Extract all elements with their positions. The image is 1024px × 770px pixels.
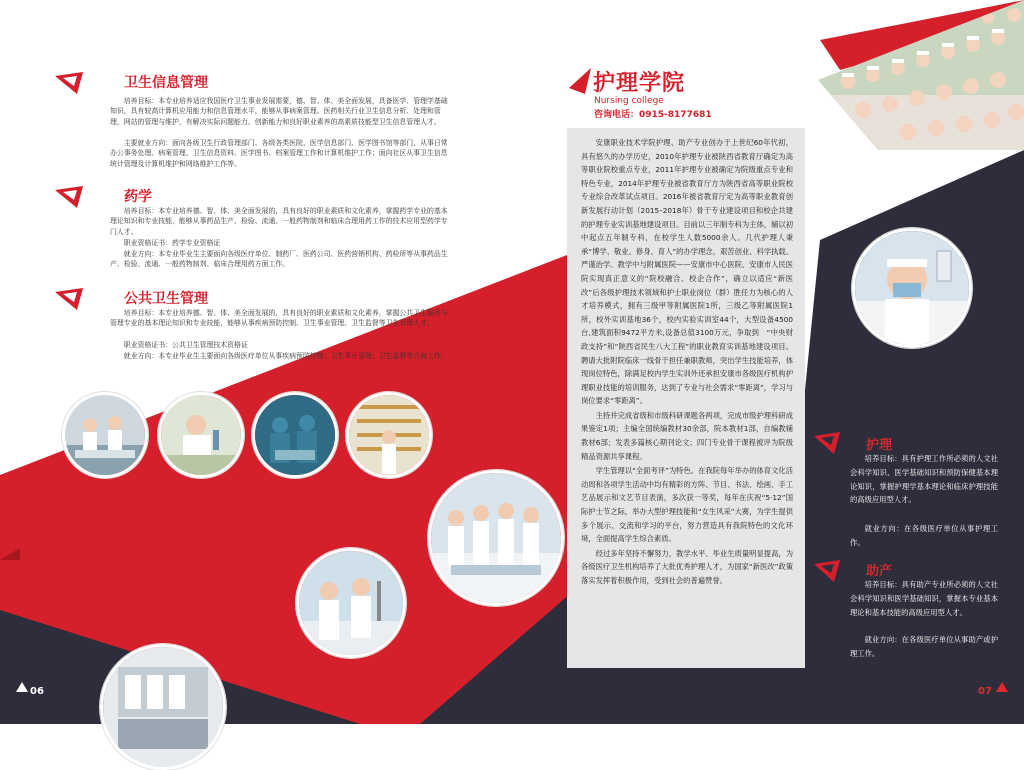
section-paragraph: 培养目标：本专业培养适应我国医疗卫生事业发展需要，德、智、体、美全面发展，具备医学、管理学基础知识，具有较高计算机应用能力和信息管理水平，能够从事病案管理、医药相关行业卫生信息分析、处理和管理，网站的管理与维护，有解决实际问题能力、创新能力和良好职业素养的高素质技能型卫生信息管理人才。: [110, 97, 448, 126]
section-paragraph: 培养目标：本专业培养德、智、体、美全面发展的，具有良好的职业素质和文化素养，掌握公共卫生服务与管理专业的基本理论知识和专业技能，能够从事疾病预防控制、卫生事业管理、卫生监督等卫生管理人才。: [110, 309, 448, 328]
section-title-public-health: 公共卫生管理: [124, 291, 208, 307]
section-paragraph: 职业资格证书：药学专业资格证: [123, 239, 221, 247]
photo-pharmacy: [346, 392, 432, 478]
section-paragraph: 就业方向：本专业毕业生主要面向各级医疗单位、制药厂、医药公司、医药营销机构、药检所等从事药品生产、检验、流通、一般药物制剂、临床合理用药方面工作。: [110, 250, 448, 269]
photo-nurse-iv: [852, 228, 972, 348]
photo-equipment: [100, 644, 226, 770]
photo-surgery: [252, 392, 338, 478]
section-title-pharmacy: 药学: [124, 189, 152, 205]
major-paragraph: 就业方向：在各级医疗单位从事助产或护理工作。: [850, 635, 998, 658]
major-icon-midwifery: [814, 560, 850, 582]
page-num-icon-left: [16, 682, 28, 692]
intro-paragraph: 主持并完成省级和市级科研课题各两项，完成市级护理科研成果鉴定1项；主编全国统编教材30余部，院本教材1部，自编教辅教材6部；发表多篇核心期刊论文；四门专业骨干课程被评为院级精品资源共享课程。: [581, 410, 793, 461]
header-icon: [567, 66, 593, 96]
intro-paragraph: 安康职业技术学院护理、助产专业创办于上世纪60年代初，具有悠久的办学历史，2010年护理专业被陕西省教育厅确定为高等职业院校重点专业，2011年护理专业被确定为院级重点专业和特色专业，2014年护理专业被省教育厅方为陕西省高等职业院校专业综合改革试点项目。2016年被省教育厅定为高等职业教育创新发展行动计划（2015–2018年）骨干专业建设项目和校企共建的护理专业实训基地建设项目。目前以三年制专科为主体，辅以初中起点五年制专科，在校学生人数5000余人。几代护理人秉承“博学、敬业、修身、育人”的办学理念，艰苦创业、科学执载、严谨治学。教学中与附属医院——安康市中心医院、安康市人民医院实现真正意义的“院校融合、校企合作”，确立以适应“新医改”后各级护理技术领域和护士职业岗位（群）胜任力为核心的人才培养模式，拥有三级甲等附属医院1所，三级乙等附属医院1所，校外实训基地36个，校内实验实训室44个，大型设备4500台,建筑面积9472平方米,设备总值3100万元，争取到 “中央财政支持”和“陕西省民生八大工程”的职业教育实训基地建设项目。聘请大批附院临床一线骨干担任兼职教师，突出学生技能培养，体现岗位特色，除满足校内学生实训外还承担安康市各级医疗机构护理职业技能的培训服务，达到了专业与社会需求“零距离”，学习与岗位要求“零距离”。: [581, 138, 793, 406]
page-number-left: 06: [30, 686, 44, 697]
intro-text-box: [567, 128, 805, 668]
photo-classroom: [62, 392, 148, 478]
photo-nursing-class: [428, 470, 564, 606]
section-icon-2: [55, 186, 95, 208]
major-paragraph: 培养目标：具有助产专业所必须的人文社会科学知识和医学基础知识，掌握本专业基本理论和基本技能的高级应用型人才。: [850, 580, 998, 617]
major-title-nursing: 护理: [866, 438, 893, 453]
major-title-midwifery: 助产: [866, 564, 893, 579]
consult-phone: 咨询电话：0915-8177681: [594, 110, 712, 120]
page-subtitle: Nursing college: [594, 96, 664, 106]
section-icon-1: [55, 72, 95, 94]
section-paragraph: 就业方向：本专业毕业生主要面向各级医疗单位从事疾病预防控制、卫生事业管理、卫生监督等方面工作。: [123, 352, 448, 360]
section-icon-3: [55, 288, 95, 310]
major-paragraph: 培养目标：具有护理工作所必须的人文社会科学知识、医学基础知识和预防保健基本理论知识，掌握护理学基本理论和临床护理技能的高级应用型人才。: [850, 454, 998, 505]
section-paragraph: 职业资格证书：公共卫生管理技术资格证: [123, 341, 248, 349]
section-paragraph: 主要就业方向：面向各级卫生行政管理部门、各级各类医院、医学信息部门、医学图书馆等部门，从事日常办公事务处理、病案管理、卫生信息资料、医学图书、档案管理工作和计算机维护工作；面向社区从事卫生信息统计管理及计算机维护和网络维护工作等。: [110, 139, 448, 168]
major-paragraph: 就业方向：在各级医疗单位从事护理工作。: [850, 524, 998, 547]
section-title-health-info: 卫生信息管理: [124, 75, 208, 91]
major-icon-nursing: [814, 432, 850, 454]
intro-paragraph: 经过多年坚持不懈努力，教学水平、毕业生质量明显提高，为各级医疗卫生机构培养了大批优秀护理人才，为国家“新医改”政策落实发挥着积极作用，受到社会的普遍赞誉。: [581, 548, 793, 585]
photo-ward-training: [296, 548, 406, 658]
page-number-right: 07: [978, 686, 992, 697]
photo-lab-doctor: [158, 392, 244, 478]
section-paragraph: 培养目标：本专业培养德、智、体、美全面发展的，具有良好的职业素质和文化素养，掌握药学专业的基本理论知识和专业技能，能够从事药品生产、检验、流通、一般药物制剂和临床合理用药工作的技术应用型药学专门人才。: [110, 207, 448, 236]
group-photo: [818, 0, 1024, 150]
page-num-icon-right: [996, 682, 1008, 692]
page-title: 护理学院: [593, 71, 686, 96]
intro-paragraph: 学生管理以“全面考评”为特色。在我院每年举办的体育文化活动周和各项学生活动中均有精彩的方阵、节目、书法、绘画、手工艺品展示和文艺节目表演，多次获一等奖，每年在庆祝“5·12”国际护士节之际，举办大型护理技能和“女生风采”大赛，为学生提供多个展示、交流和学习的平台，努力营造具有我院特色的文化环境，全面提高学生综合素质。: [581, 466, 793, 544]
